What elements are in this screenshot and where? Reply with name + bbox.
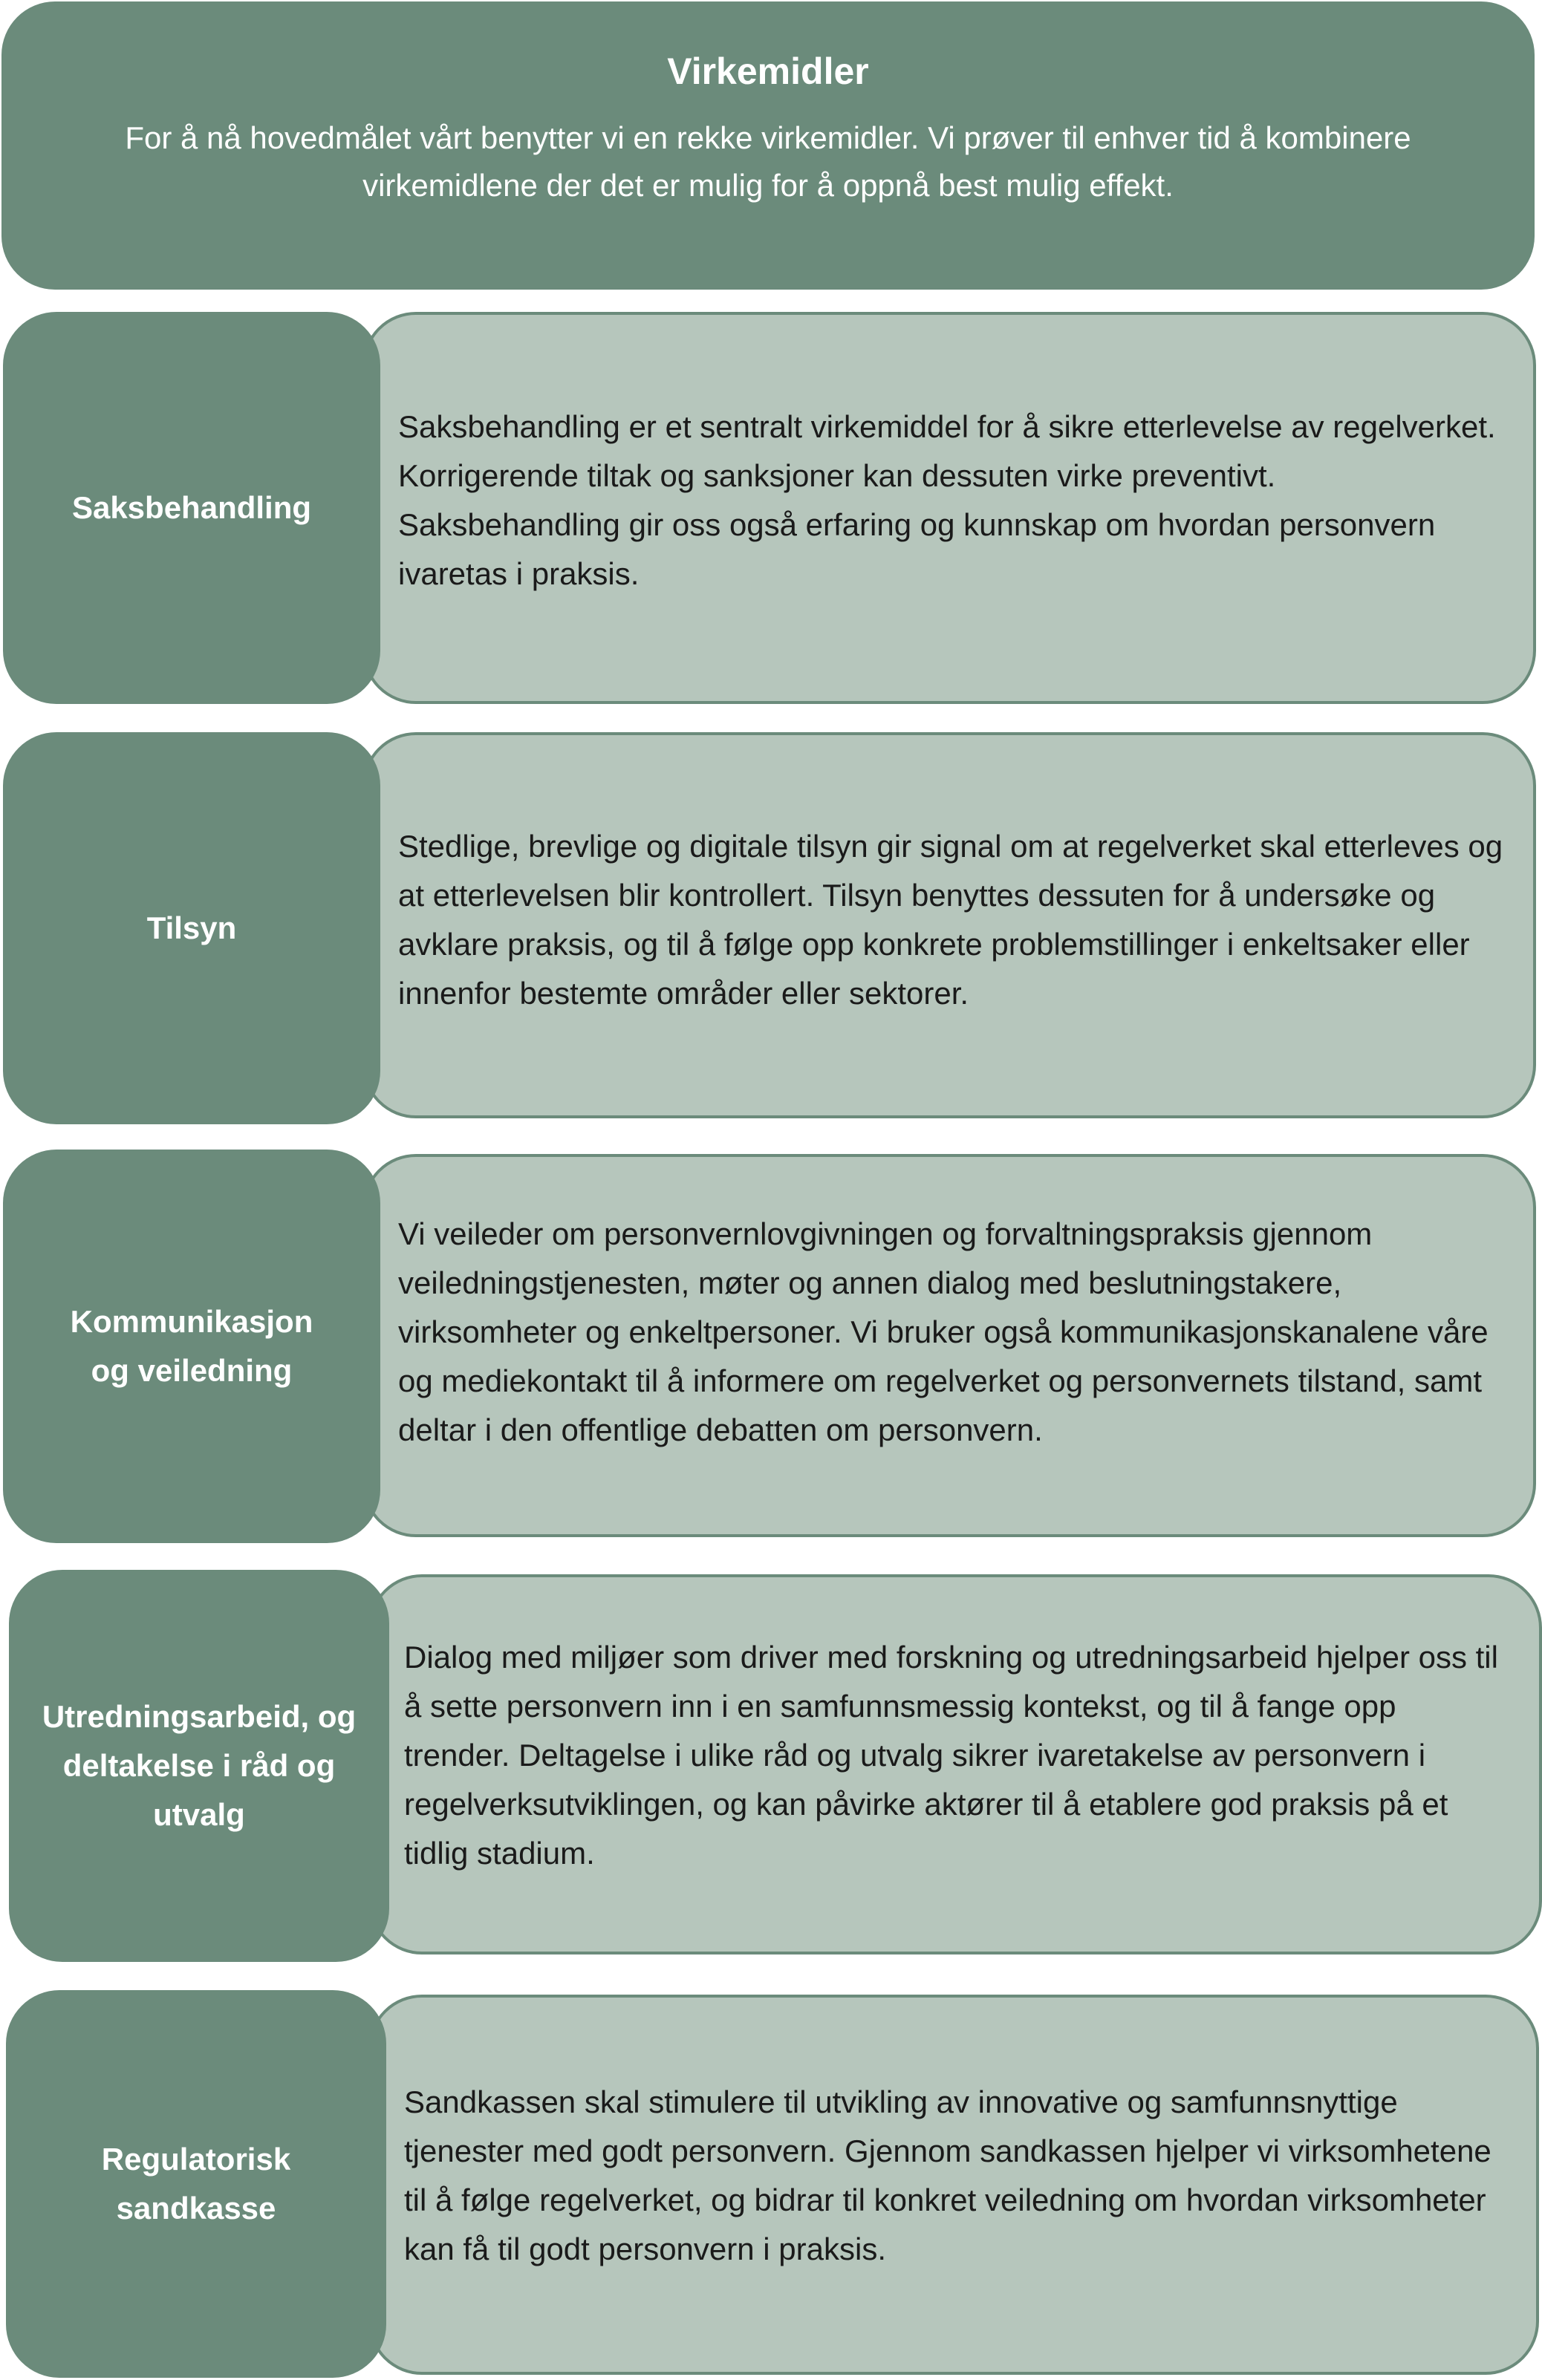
label-box: [3, 312, 380, 704]
description-box: [368, 1574, 1542, 1954]
description-box: [362, 732, 1536, 1118]
label-box: [3, 732, 380, 1124]
label-text: Regulatorisk sandkasse: [101, 2142, 291, 2226]
description-text: Sandkassen skal stimulere til utvikling av innovative og samfunnsnyttige tjenester med godt personvern. Gjennom sandkassen hjelper vi virksomhetene til å følge regelverket, og bidrar til konkret veiledning om hvordan virksomheter kan få til godt personvern i praksis.: [404, 2084, 1491, 2266]
diagram-title: Virkemidler: [667, 50, 869, 92]
description-text: Vi veileder om personvernlovgivningen og forvaltningspraksis gjennom veiledningstjenesten, møter og annen dialog med beslutningstakere, virksomheter og enkeltpersoner. Vi bruker også kommunikasjonskanalene våre og mediekontakt til å informere om regelverket og personvernets tilstand, samt deltar i den offentlige debatten om personvern.: [398, 1216, 1489, 1447]
description-text: Stedlige, brevlige og digitale tilsyn gir signal om at regelverket skal etterleves og at etterlevelsen blir kontrollert. Tilsyn benyttes dessuten for å undersøke og avklare praksis, og til å følge opp konkrete problemstillinger i enkeltsaker eller innenfor bestemte områder eller sektorer.: [398, 829, 1503, 1011]
label-box: [9, 1570, 389, 1962]
description-box: [362, 1154, 1536, 1537]
label-text: Saksbehandling: [71, 490, 312, 525]
description-text: Dialog med miljøer som driver med forskning og utredningsarbeid hjelper oss til å sette personvern inn i en samfunnsmessig kontekst, og til å fange opp trender. Deltagelse i ulike råd og utvalg sikrer ivaretakelse av personvern i regelverksutviklingen, og kan påvirke aktører til å etablere god praksis på et tidlig stadium.: [404, 1640, 1498, 1871]
label-box: [3, 1150, 380, 1543]
label-text: Tilsyn: [146, 910, 237, 945]
header-box: [1, 1, 1535, 290]
intro-text: For å nå hovedmålet vårt benytter vi en rekke virkemidler. Vi prøver til enhver tid å kombinere virkemidlene der det er mulig for å oppnå best mulig effekt.: [125, 120, 1411, 203]
description-box: [368, 1995, 1539, 2375]
label-box: [6, 1990, 386, 2378]
label-text: Utredningsarbeid, og deltakelse i råd og utvalg: [42, 1699, 357, 1832]
description-text: Saksbehandling er et sentralt virkemiddel for å sikre etterlevelse av regelverket. Korrigerende tiltak og sanksjoner kan dessuten virke preventivt. Saksbehandling gir oss også erfaring og kunnskap om hvordan personvern ivaretas i praksis.: [398, 409, 1496, 591]
description-box: [362, 312, 1536, 704]
label-text: Kommunikasjon og veiledning: [70, 1304, 313, 1388]
